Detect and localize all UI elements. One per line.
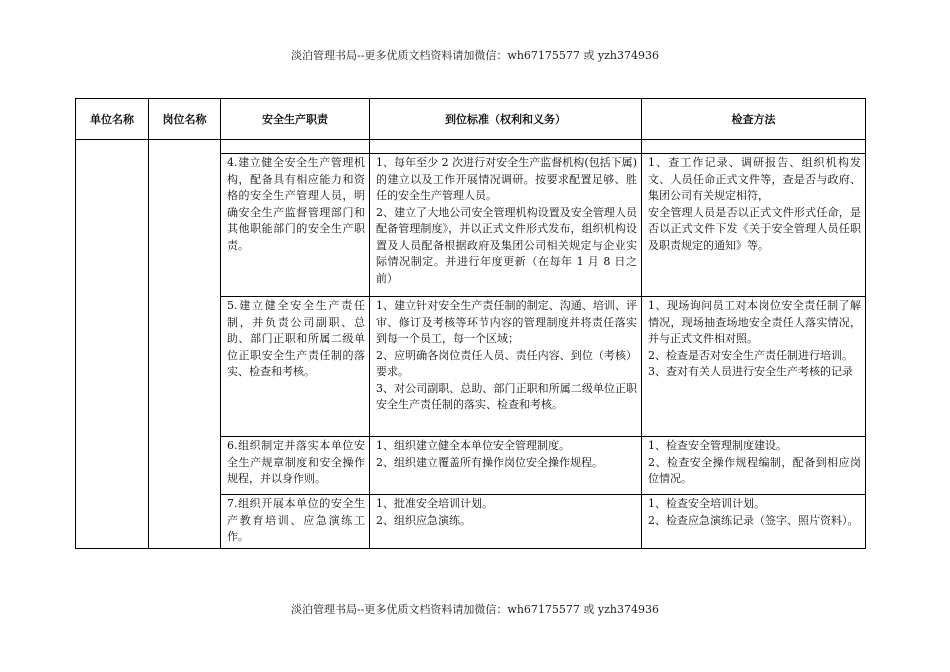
standard-item: 2、组织应急演练。	[376, 513, 471, 527]
standard-item: 1、每年至少 2 次进行对安全生产监督机构(包括下属)的建立以及工作开展情况调研。按要求配置足够、胜任的安全生产管理人员。	[376, 156, 637, 202]
unit-name-cell	[76, 140, 149, 549]
col-position-name: 岗位名称	[149, 99, 221, 140]
duty-cell	[221, 437, 370, 495]
duty-text: 5.建立健全安全生产责任制，并负责公司副职、总助、部门正职和所属二级单位正职安全生产责任制的落实、检查和考核。	[227, 299, 365, 378]
method-cell	[642, 495, 866, 549]
method-item: 2、检查安全操作规程编制，配备到相应岗位情况。	[648, 455, 861, 485]
responsibility-table	[75, 98, 866, 549]
spacer-row	[76, 140, 866, 154]
method-item: 1、查工作记录、调研报告、组织机构发文、人员任命正式文件等，查是否与政府、集团公司有关规定相符，	[648, 156, 861, 202]
standard-cell	[370, 154, 642, 297]
method-item: 2、检查是否对安全生产责任制进行培训。	[648, 348, 853, 362]
method-item: 安全管理人员是否以正式文件形式任命，是否以正式文件下发《关于安全管理人员任职及职责规定的通知》等。	[648, 205, 861, 252]
standard-cell	[370, 495, 642, 549]
method-item: 1、检查安全管理制度建设。	[648, 439, 787, 452]
page-header: 淡泊管理书局--更多优质文档资料请加微信：wh67175577 或 yzh374936	[291, 49, 659, 62]
spacer-cell	[221, 140, 370, 154]
spacer-cell	[370, 140, 642, 154]
duty-cell	[221, 297, 370, 437]
position-name-cell	[149, 140, 221, 549]
col-standard: 到位标准（权利和义务）	[370, 99, 642, 140]
col-check-method: 检查方法	[642, 99, 866, 140]
standard-item: 1、组织建立健全本单位安全管理制度。	[376, 439, 570, 452]
standard-item: 1、建立针对安全生产责任制的制定、沟通、培训、评审、修订及考核等环节内容的管理制度并将责任落实到每一个员工，每一个区域；	[376, 299, 637, 345]
duty-text: 4.建立健全安全生产管理机构，配备具有相应能力和资格的安全生产管理人员，明确安全生产监督管理部门和其他职能部门的安全生产职责。	[227, 156, 365, 252]
method-item: 2、检查应急演练记录（签字、照片资料）。	[648, 513, 859, 527]
method-cell	[642, 297, 866, 437]
page-footer: 淡泊管理书局--更多优质文档资料请加微信：wh67175577 或 yzh374936	[291, 603, 659, 616]
col-safety-duty: 安全生产职责	[221, 99, 370, 140]
duty-cell	[221, 154, 370, 297]
standard-item: 2、建立了大地公司安全管理机构设置及安全管理人员配备管理制度》，并以正式文件形式发布，组织机构设置及人员配备根据政府及集团公司相关规定与企业实际情况制定。并进行年度更新（在每年 1 月 8 日之前）	[376, 205, 637, 285]
method-cell	[642, 154, 866, 297]
method-item: 1、检查安全培训计划。	[648, 497, 765, 510]
duty-text: 6.组织制定并落实本单位安全生产规章制度和安全操作规程，并以身作则。	[227, 439, 365, 485]
col-unit-name: 单位名称	[76, 99, 149, 140]
standard-cell	[370, 297, 642, 437]
standard-cell	[370, 437, 642, 495]
method-item: 1、现场询问员工对本岗位安全责任制了解情况，现场抽查场地安全责任人落实情况，并与正式文件相对照。	[648, 299, 861, 345]
method-item: 3、查对有关人员进行安全生产考核的记录	[648, 365, 853, 378]
duty-cell	[221, 495, 370, 549]
standard-item: 2、应明确各岗位责任人员、责任内容、到位（考核）要求。	[376, 348, 637, 378]
standard-item: 3、对公司副职、总助、部门正职和所属二级单位正职安全生产责任制的落实、检查和考核。	[376, 381, 637, 411]
standard-item: 2、组织建立覆盖所有操作岗位安全操作规程。	[376, 455, 603, 469]
method-cell	[642, 437, 866, 495]
spacer-cell	[642, 140, 866, 154]
standard-item: 1、批准安全培训计划。	[376, 497, 493, 510]
header-row	[76, 99, 866, 140]
duty-text: 7.组织开展本单位的安全生产教育培训、应急演练工作。	[227, 497, 365, 543]
